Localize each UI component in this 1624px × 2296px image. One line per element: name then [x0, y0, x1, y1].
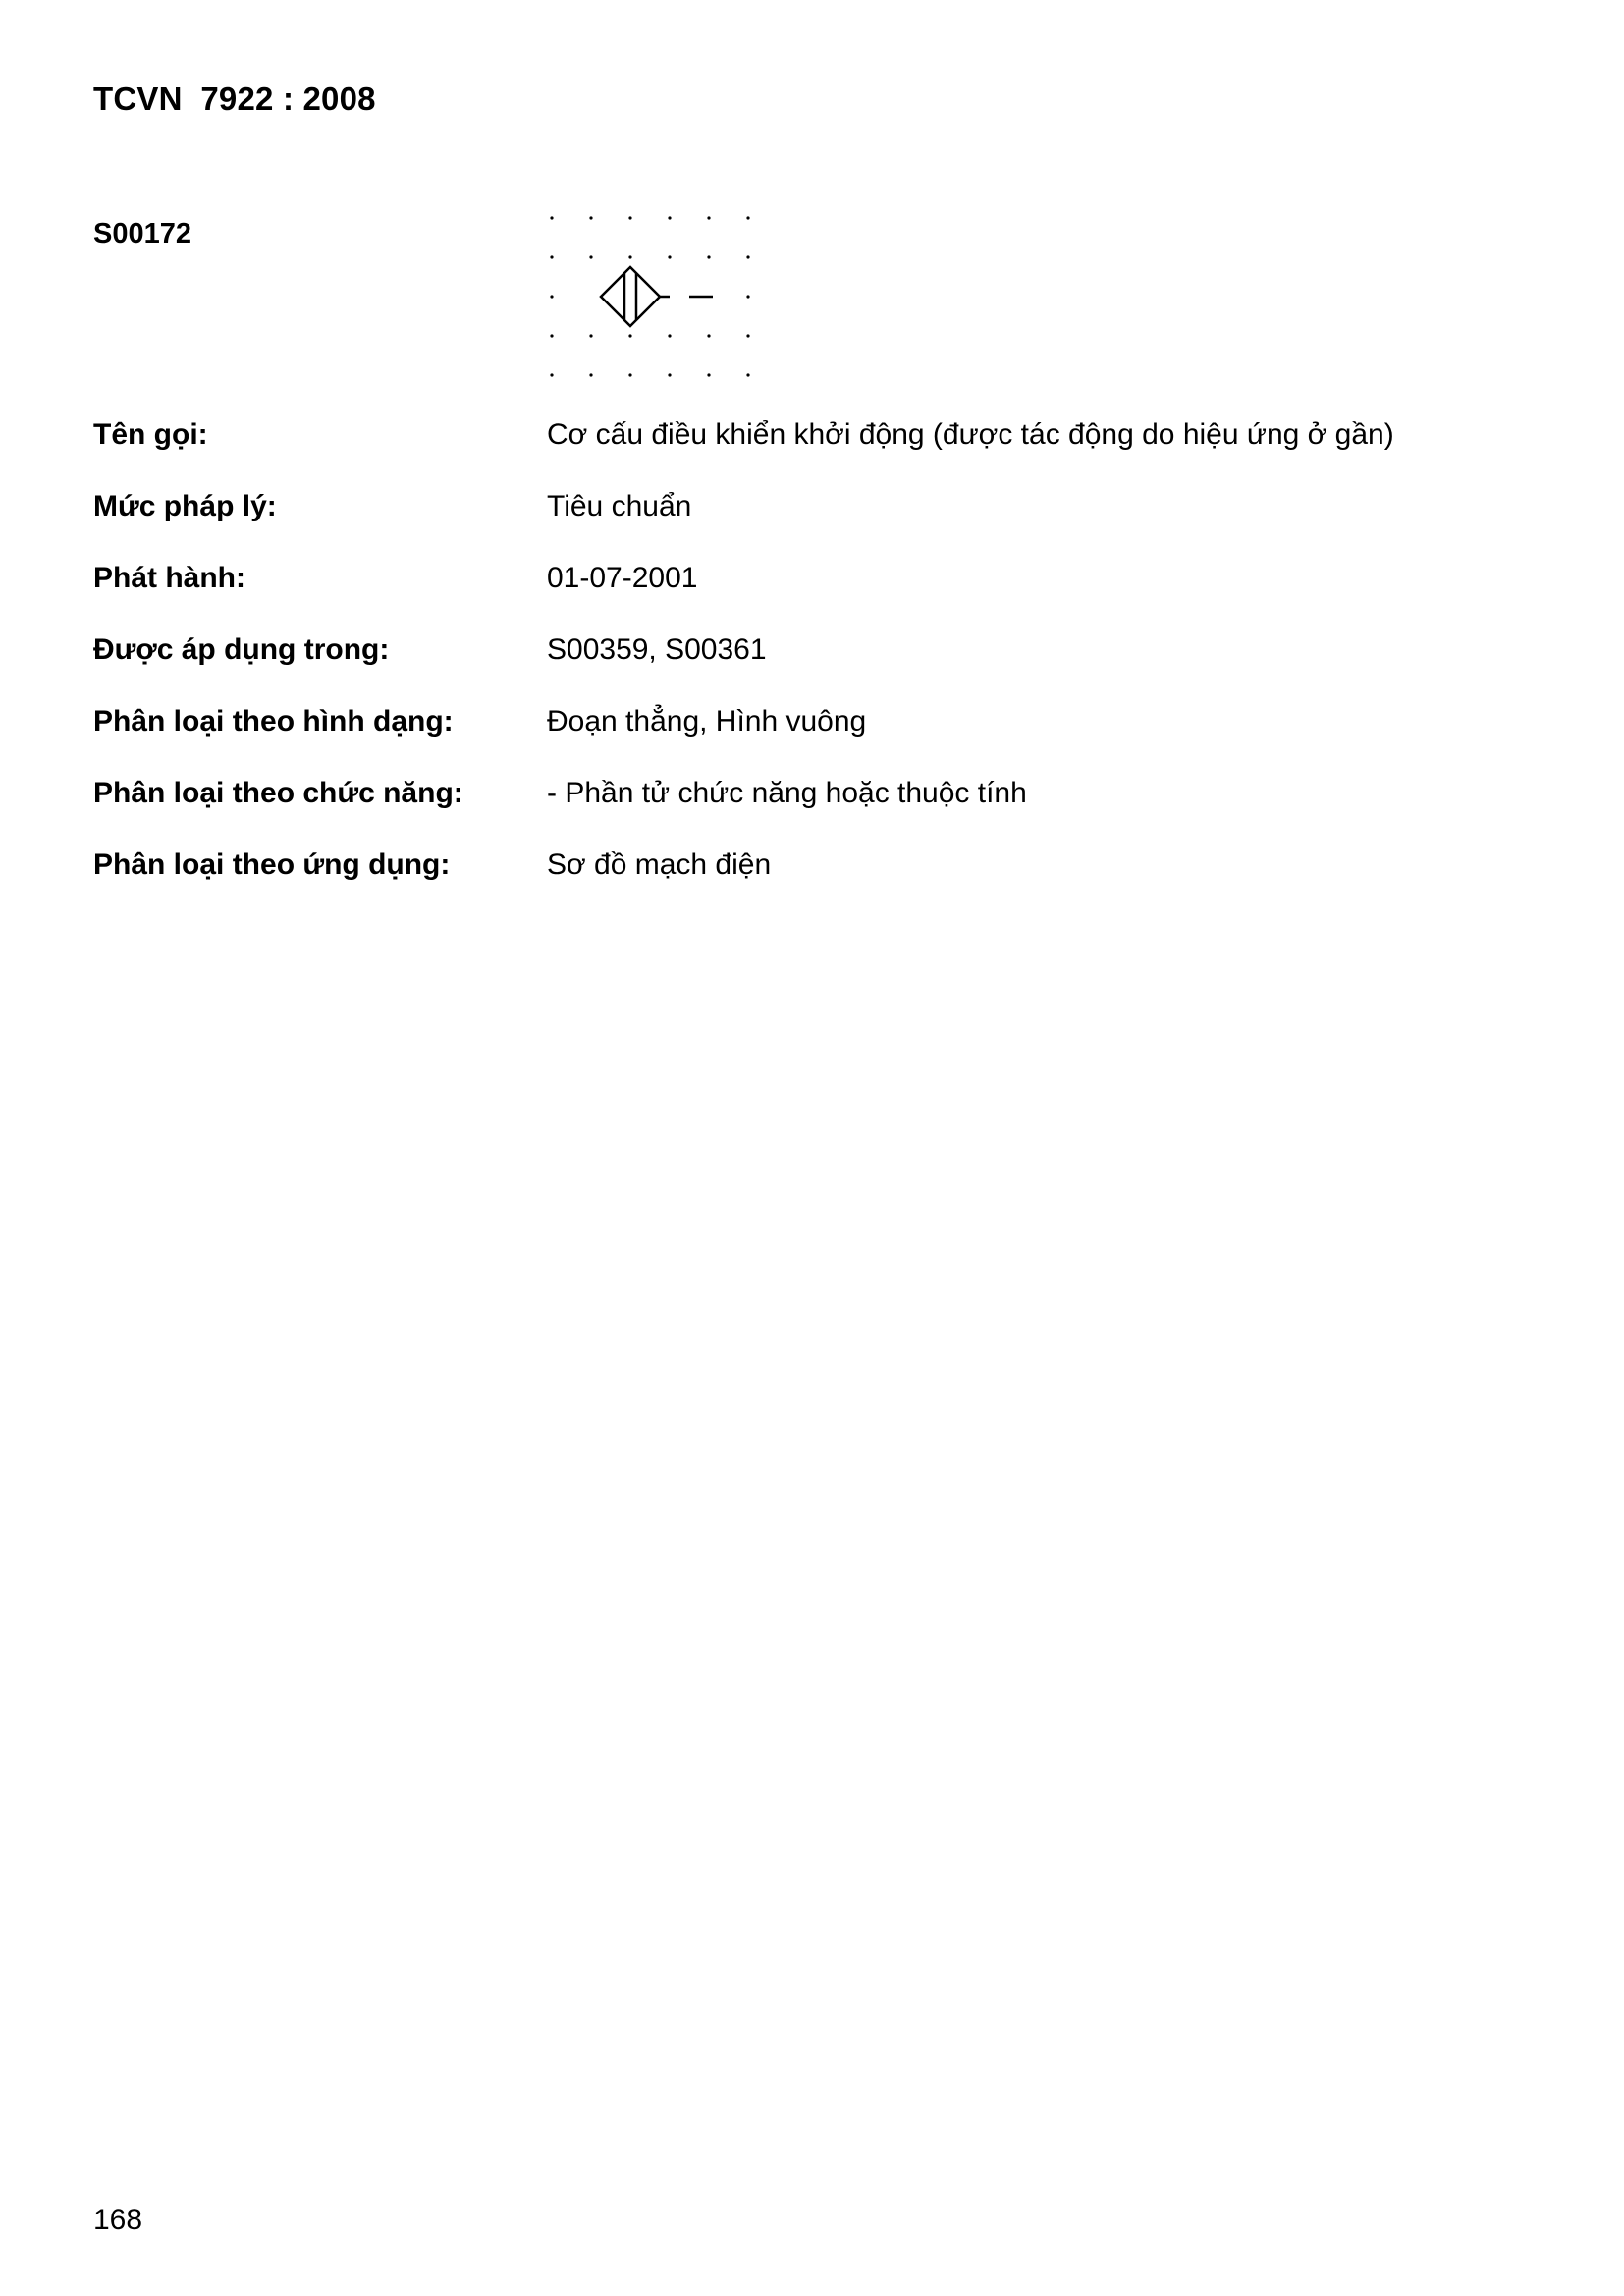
field-label: Phân loại theo ứng dụng:: [93, 848, 451, 881]
field-value: 01-07-2001: [547, 562, 698, 594]
field-label: Mức pháp lý:: [93, 490, 277, 522]
field-row-phan-loai-hinh-dang: [0, 705, 1624, 744]
field-value: Đoạn thẳng, Hình vuông: [547, 705, 867, 738]
field-label: Phân loại theo hình dạng:: [93, 705, 454, 738]
field-label: Tên gọi:: [93, 418, 208, 451]
proximity-actuator-symbol-icon: [530, 196, 766, 393]
grid-dots: [550, 216, 749, 376]
field-row-phat-hanh: [0, 562, 1624, 601]
field-value: - Phần tử chức năng hoặc thuộc tính: [547, 777, 1027, 809]
field-row-phan-loai-chuc-nang: [0, 777, 1624, 816]
page-number: 168: [93, 2204, 143, 2236]
field-value: Sơ đồ mạch điện: [547, 848, 772, 881]
field-label: Phân loại theo chức năng:: [93, 777, 463, 809]
field-value: Tiêu chuẩn: [547, 490, 692, 522]
field-row-ten-goi: [0, 418, 1624, 458]
field-row-muc-phap-ly: [0, 490, 1624, 529]
field-value: S00359, S00361: [547, 633, 767, 666]
field-row-duoc-ap-dung: [0, 633, 1624, 673]
field-value: Cơ cấu điều khiển khởi động (được tác động do hiệu ứng ở gần): [547, 418, 1394, 451]
field-row-phan-loai-ung-dung: [0, 848, 1624, 888]
field-label: Được áp dụng trong:: [93, 633, 390, 666]
proximity-symbol-shape: [601, 267, 713, 326]
symbol-code: S00172: [93, 218, 191, 249]
document-standard-title: TCVN 7922 : 2008: [93, 81, 376, 117]
field-label: Phát hành:: [93, 562, 245, 594]
